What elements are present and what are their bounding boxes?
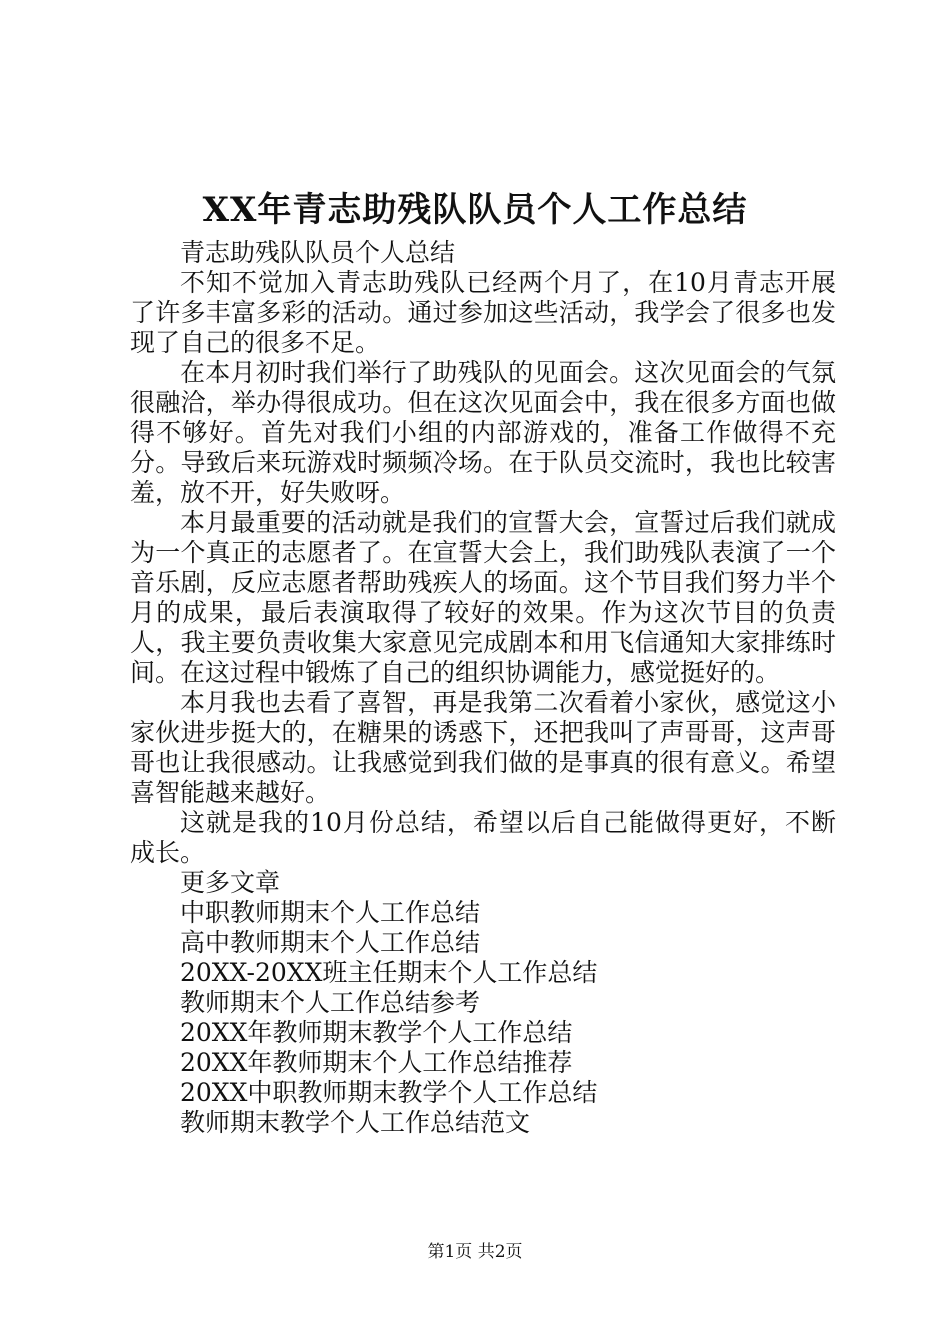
document-title: XX年青志助残队队员个人工作总结 xyxy=(202,190,748,230)
paragraph: 在本月初时我们举行了助残队的见面会。这次见面会的气氛很融洽，举办得很成功。但在这次见面会中，我在很多方面也做得不够好。首先对我们小组的内部游戏的，准备工作做得不充分。导致后来玩游戏时频频冷场。在于队员交流时，我也比较害羞，放不开，好失败呀。 xyxy=(130,358,836,507)
article-link[interactable]: 20XX中职教师期末教学个人工作总结 xyxy=(180,1078,598,1107)
more-articles-list xyxy=(130,898,836,1138)
page-footer: 第1页 共2页 xyxy=(427,1242,523,1262)
paragraph: 本月我也去看了喜智，再是我第二次看着小家伙，感觉这小家伙进步挺大的，在糖果的诱惑下，还把我叫了声哥哥，这声哥哥也让我很感动。让我感觉到我们做的是事真的很有意义。希望喜智能越来越好。 xyxy=(130,688,836,807)
article-link[interactable]: 教师期末教学个人工作总结范文 xyxy=(180,1108,531,1137)
article-link[interactable]: 教师期末个人工作总结参考 xyxy=(180,988,481,1017)
paragraph: 本月最重要的活动就是我们的宣誓大会，宣誓过后我们就成为一个真正的志愿者了。在宣誓大会上，我们助残队表演了一个音乐剧，反应志愿者帮助残疾人的场面。这个节目我们努力半个月的成果，最后表演取得了较好的效果。作为这次节目的负责人，我主要负责收集大家意见完成剧本和用飞信通知大家排练时间。在这过程中锻炼了自己的组织协调能力，感觉挺好的。 xyxy=(130,508,836,687)
article-link[interactable]: 20XX年教师期末个人工作总结推荐 xyxy=(180,1048,573,1077)
paragraph: 不知不觉加入青志助残队已经两个月了，在10月青志开展了许多丰富多彩的活动。通过参加这些活动，我学会了很多也发现了自己的很多不足。 xyxy=(130,268,836,357)
article-link[interactable]: 20XX年教师期末教学个人工作总结 xyxy=(180,1018,573,1047)
paragraph-subtitle: 青志助残队队员个人总结 xyxy=(180,238,456,267)
more-articles-heading: 更多文章 xyxy=(180,868,281,897)
paragraph: 这就是我的10月份总结，希望以后自己能做得更好，不断成长。 xyxy=(130,808,836,867)
document-body xyxy=(130,238,836,1138)
article-link[interactable]: 中职教师期末个人工作总结 xyxy=(180,898,481,927)
article-link[interactable]: 20XX-20XX班主任期末个人工作总结 xyxy=(180,958,598,987)
article-link[interactable]: 高中教师期末个人工作总结 xyxy=(180,928,481,957)
